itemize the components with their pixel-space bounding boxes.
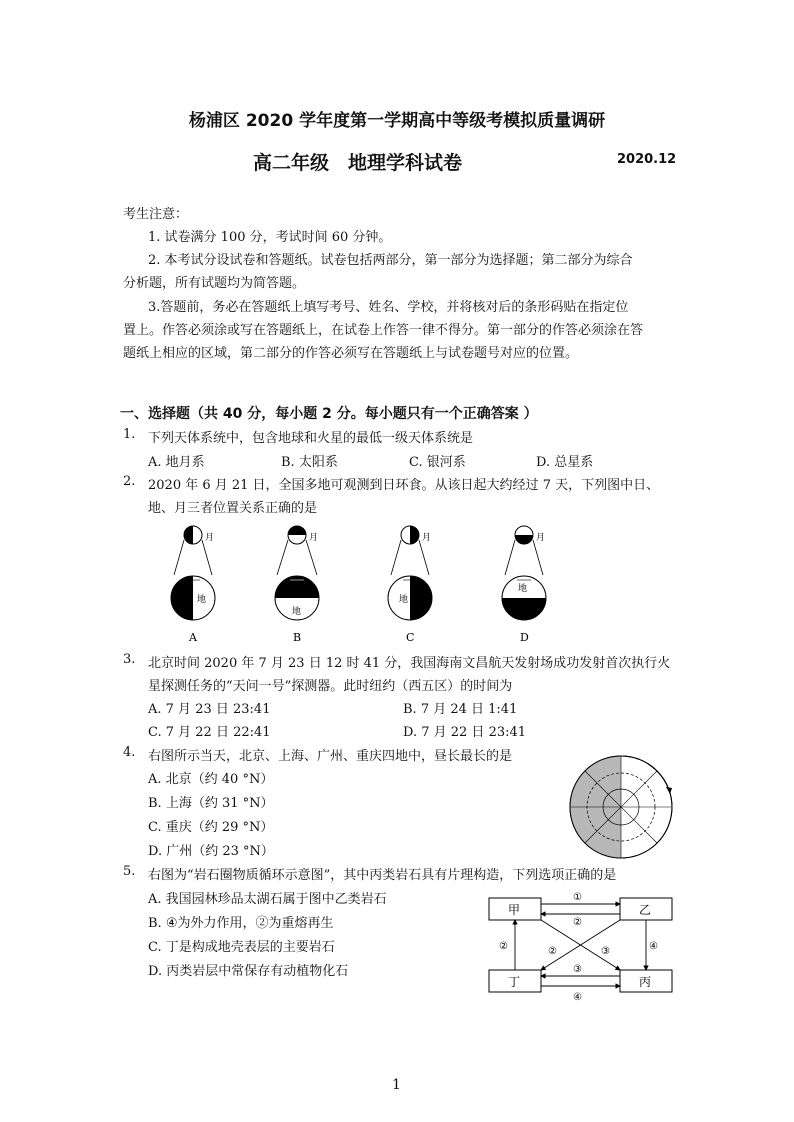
q2-label-b: B [293,631,302,644]
notice-line-3b: 置上。作答必须涂或写在答题纸上，在试卷上作答一律不得分。第一部分的作答必须涂在答 [123,323,644,338]
q3-option-d: D. 7 月 22 日 23:41 [403,725,527,740]
q4-option-c: C. 重庆（约 29 °N） [148,820,274,835]
box-yi: 乙 [639,903,652,917]
page-number: 1 [392,1077,401,1093]
q3-number: 3. [123,652,136,667]
q2-number: 2. [123,474,136,489]
q4-option-b: B. 上海（约 31 °N） [148,796,274,811]
q2-earth-label: 地 [518,584,528,594]
q5-rock-cycle-diagram [486,888,676,1003]
q1-number: 1. [123,427,136,442]
q4-number: 4. [123,745,136,760]
q1-option-c: C. 银河系 [409,455,466,470]
q2-diagram-b [275,526,319,644]
q2-moon-label: 月 [422,533,432,543]
exam-title: 杨浦区 2020 学年度第一学期高中等级考模拟质量调研 [188,111,606,131]
q2-moon-label: 月 [205,533,215,543]
notice-line-2a: 2. 本考试分设试卷和答题纸。试卷包括两部分，第一部分为选择题；第二部分为综合 [148,253,633,268]
arrow-label-right: ④ [649,941,658,952]
q2-earth-label: 地 [197,595,207,605]
q2-earth-label: 地 [292,607,302,617]
q5-number: 5. [123,864,136,879]
q5-option-d: D. 丙类岩层中常保存有动植物化石 [148,964,349,979]
q2-label-c: C [406,631,415,644]
q1-stem: 下列天体系统中，包含地球和火星的最低一级天体系统是 [148,431,474,446]
q2-label-a: A [189,631,197,644]
q5-option-a: A. 我国园林珍品太湖石属于图中乙类岩石 [148,892,387,907]
q3-option-b: B. 7 月 24 日 1:41 [403,702,518,717]
arrow-label-top2: ② [573,917,582,928]
q1-option-a: A. 地月系 [148,455,205,470]
notice-line-3c: 题纸上相应的区域，第二部分的作答必须写在答题纸上与试卷题号对应的位置。 [123,346,579,361]
q3-stem-1: 北京时间 2020 年 7 月 23 日 12 时 41 分，我国海南文昌航天发射场成功发射首次执行火 [148,656,671,671]
q4-option-d: D. 广州（约 23 °N） [148,844,274,859]
q1-option-b: B. 太阳系 [281,455,338,470]
q2-figure [160,520,560,645]
q1-option-d: D. 总星系 [536,455,594,470]
notice-heading: 考生注意： [123,207,189,222]
notice-line-3a: 3.答题前，务必在答题纸上填写考号、姓名、学校，并将核对后的条形码贴在指定位 [148,300,629,315]
arrow-label-mid: ③ [573,964,582,975]
box-jia: 甲 [508,903,521,917]
q5-option-c: C. 丁是构成地壳表层的主要岩石 [148,940,335,955]
q4-stem: 右图所示当天，北京、上海、广州、重庆四地中，昼长最长的是 [148,749,513,764]
q2-earth-label: 地 [399,595,409,605]
arrow-label-diag-l: ② [548,946,557,957]
arrow-label-bottom: ④ [573,992,582,1003]
q5-option-b: B. ④为外力作用，②为重熔再生 [148,916,334,931]
q2-moon-label: 月 [309,533,319,543]
arrow-label-diag-r: ③ [601,946,610,957]
q3-stem-2: 星探测任务的“天问一号”探测器。此时纽约（西五区）的时间为 [148,679,513,694]
q3-option-c: C. 7 月 22 日 22:41 [148,725,271,740]
q2-diagram-d [502,526,546,644]
q2-stem-2: 地、月三者位置关系正确的是 [148,501,318,516]
box-bing: 丙 [639,975,652,989]
q2-stem-1: 2020 年 6 月 21 日，全国多地可观测到日环食。从该日起大约经过 7 天，下列图中日、 [148,478,660,493]
q2-moon-label: 月 [536,533,546,543]
q5-stem: 右图为“岩石圈物质循环示意图”，其中丙类岩石具有片理构造，下列选项正确的是 [148,868,617,883]
arrow-label-left: ② [499,941,508,952]
q2-diagram-a [171,526,215,644]
q4-polar-diagram [568,754,674,860]
q2-diagram-c [388,526,432,644]
section-heading: 一、选择题（共 40 分，每小题 2 分。每小题只有一个正确答案 ） [120,406,538,422]
exam-subtitle: 高二年级 地理学科试卷 [253,152,463,174]
exam-date: 2020.12 [617,152,677,167]
arrow-label-top1: ① [573,892,582,903]
notice-line-2b: 分析题，所有试题均为简答题。 [123,276,306,291]
q3-option-a: A. 7 月 23 日 23:41 [148,702,271,717]
notice-line-1: 1. 试卷满分 100 分，考试时间 60 分钟。 [148,230,392,245]
q4-option-a: A. 北京（约 40 °N） [148,772,274,787]
q2-label-d: D [520,631,529,644]
box-ding: 丁 [508,975,521,989]
